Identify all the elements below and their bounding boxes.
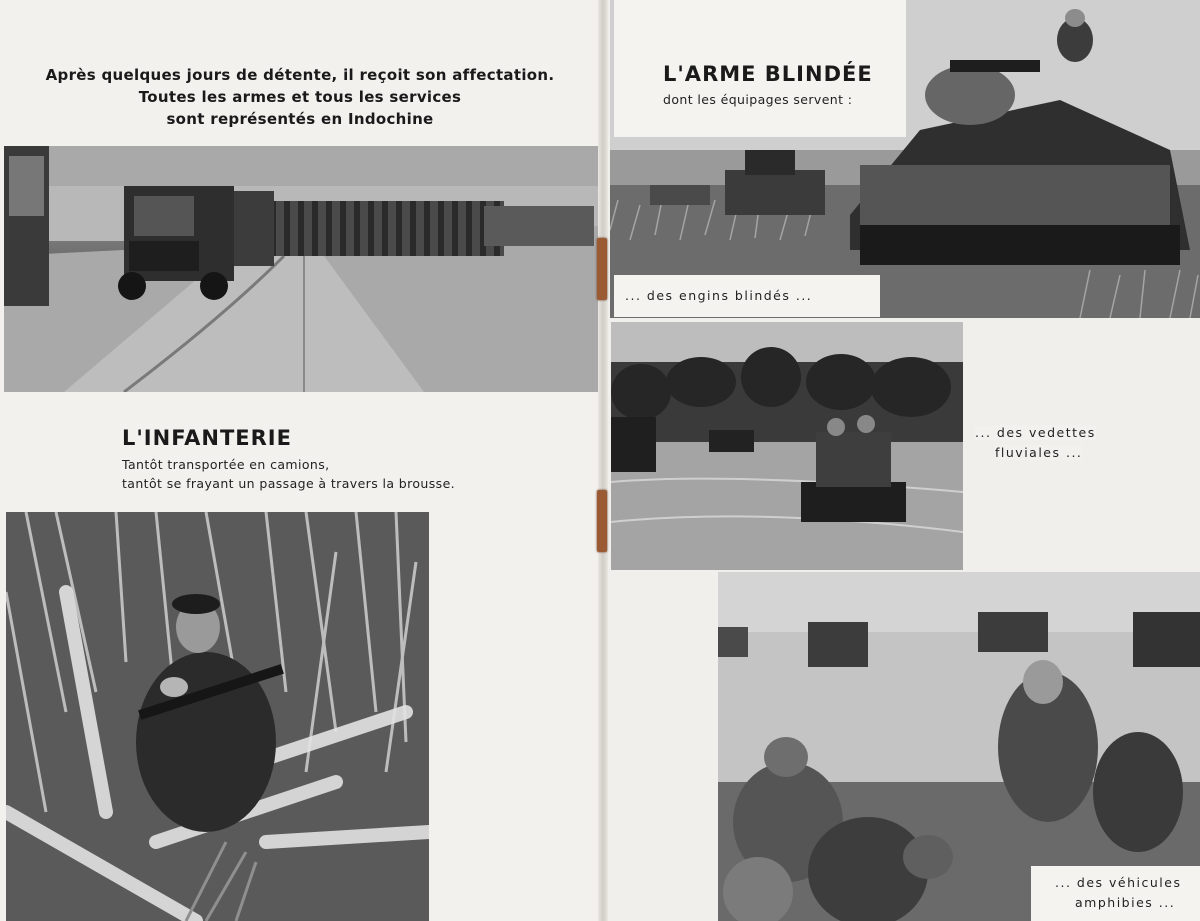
intro-line-3: sont représentés en Indochine (166, 110, 434, 128)
staple-top (597, 238, 607, 300)
page-gutter (598, 0, 608, 921)
right-page (603, 0, 1200, 921)
photo-truck-convoy (4, 146, 600, 392)
vedettes-caption-line-1: ... des vedettes (975, 425, 1096, 440)
infanterie-line-1: Tantôt transportée en camions, (122, 457, 330, 472)
photo-jungle-soldier (6, 512, 429, 921)
vehicules-caption-line-2: amphibies ... (1075, 895, 1176, 910)
intro-line-2: Toutes les armes et tous les services (138, 88, 462, 106)
intro-line-1: Après quelques jours de détente, il reçoit son affectation. (45, 66, 555, 84)
vedettes-caption-line-2: fluviales ... (995, 445, 1083, 460)
engins-caption: ... des engins blindés ... (625, 288, 813, 303)
infanterie-title: L'INFANTERIE (122, 426, 292, 450)
photo-river-boats (611, 322, 963, 570)
intro-text (30, 64, 570, 130)
vehicules-caption-line-1: ... des véhicules (1055, 875, 1182, 890)
staple-bottom (597, 490, 607, 552)
arme-blindee-title: L'ARME BLINDÉE (663, 62, 873, 86)
arme-blindee-subtitle: dont les équipages servent : (663, 92, 853, 107)
infanterie-line-2: tantôt se frayant un passage à travers la brousse. (122, 476, 456, 491)
